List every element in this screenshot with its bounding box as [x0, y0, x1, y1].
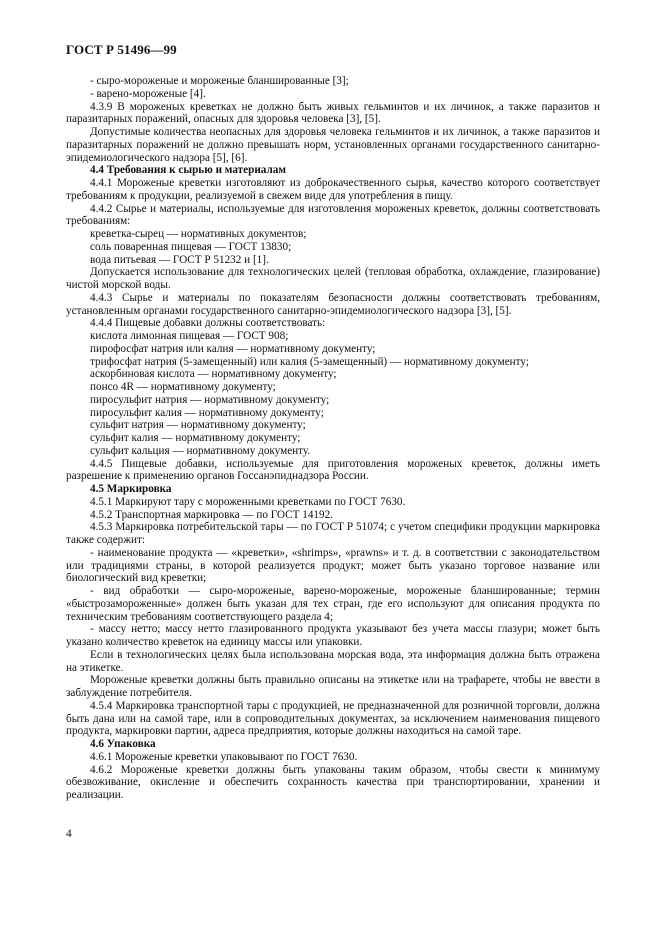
list-item-triphosphate: трифосфат натрия (5-замещенный) или калия (5-замещенный) — нормативному документу;: [90, 355, 529, 368]
list-item-citric-acid: кислота лимонная пищевая — ГОСТ 908;: [90, 330, 289, 342]
list-item-ascorbic-acid: аскорбиновая кислота — нормативному документу;: [90, 368, 337, 381]
clause-4-4-3: 4.4.3 Сырье и материалы по показателям безопасности должны соответствовать требованиям, установленным органами государственного санитарно-эпидемиологического надзора [3], [5].: [66, 291, 600, 317]
clause-4-6-1: 4.6.1 Мороженые креветки упаковывают по ГОСТ 7630.: [90, 750, 358, 763]
list-item-cooked-frozen: - варено-мороженые [4].: [90, 87, 206, 100]
list-item-sodium-sulfite: сульфит натрия — нормативному документу;: [90, 419, 306, 432]
paragraph-permissible-helminths: Допустимые количества неопасных для здоровья человека гельминтов и их личинок, а также паразитов и паразитарных поражений не должно превышать норм, установленных органами государственного санитарно-эпидемиологического надзора [5], [6].: [66, 126, 600, 164]
list-item-raw-shrimp: креветка-сырец — нормативных документов;: [90, 228, 307, 240]
clause-4-4-1: 4.4.1 Мороженые креветки изготовляют из доброкачественного сырья, качество которого соответствует требованиям к продукции, реализуемой в свежем виде для употребления в пищу.: [66, 177, 600, 202]
paragraph-sea-water-label: Если в технологических целях была использована морская вода, эта информация должна быть отражена на этикетке.: [66, 648, 600, 674]
page-header-standard-number: ГОСТ Р 51496—99: [66, 42, 177, 57]
clause-4-5-3: 4.5.3 Маркировка потребительской тары — по ГОСТ Р 51074; с учетом специфики продукции маркировка также содержит:: [66, 521, 600, 546]
clause-4-4-2: 4.4.2 Сырье и материалы, используемые для изготовления мороженых креветок, должны соответствовать требованиям:: [66, 202, 600, 228]
clause-4-5-2: 4.5.2 Транспортная маркировка — по ГОСТ 14192.: [90, 508, 334, 521]
paragraph-label-description: Мороженые креветки должны быть правильно описаны на этикетке или на трафарете, чтобы не ввести в заблуждение потребителя.: [66, 674, 600, 699]
list-item-product-name: - наименование продукта — «креветки», «shrimps», «prawns» и т. д. в соответствии с законодательством или традициями страны, в которой реализуется продукт; может быть указано торговое название или биологический вид креветки;: [66, 546, 600, 585]
list-item-raw-frozen: - сыро-мороженые и мороженые бланшированные [3];: [90, 75, 349, 87]
list-item-processing-type: - вид обработки — сыро-мороженые, варено-мороженые, мороженые бланшированные; термин «быстрозамороженные» должен быть указан для тех стран, где его используют для описания продукта по техническим требованиям соответствующего раздела 4;: [66, 585, 600, 623]
list-item-ponceau: понсо 4R — нормативному документу;: [90, 381, 276, 393]
paragraph-sea-water: Допускается использование для технологических целей (тепловая обработка, охлаждение, глазирование) чистой морской воды.: [66, 266, 600, 291]
section-heading-4-4: 4.4 Требования к сырью и материалам: [90, 164, 286, 177]
list-item-salt: соль поваренная пищевая — ГОСТ 13830;: [90, 240, 292, 253]
clause-4-6-2: 4.6.2 Мороженые креветки должны быть упакованы таким образом, чтобы свести к минимуму обезвоживание, окисление и обеспечить сохранность качества при транспортировании, хранении и реализации.: [66, 763, 600, 801]
list-item-pyrophosphate: пирофосфат натрия или калия — нормативному документу;: [90, 342, 376, 355]
list-item-potassium-pyrosulfite: пиросульфит калия — нормативному документу;: [90, 406, 324, 419]
list-item-net-mass: - массу нетто; массу нетто глазированного продукта указывают без учета массы глазури; может быть указано количество креветок на единицу массы или упаковки.: [66, 623, 600, 648]
document-body: [66, 75, 600, 802]
list-item-calcium-sulfite: сульфит кальция — нормативному документу.: [90, 444, 311, 457]
clause-4-5-1: 4.5.1 Маркируют тару с мороженными креветками по ГОСТ 7630.: [90, 495, 406, 508]
list-item-potassium-sulfite: сульфит калия — нормативному документу;: [90, 432, 301, 444]
clause-4-4-4: 4.4.4 Пищевые добавки должны соответствовать:: [90, 317, 326, 330]
section-heading-4-5: 4.5 Маркировка: [90, 483, 172, 495]
clause-4-4-5: 4.4.5 Пищевые добавки, используемые для приготовления мороженых креветок, должны иметь разрешение к применению органов Госсанэпиднадзора России.: [66, 457, 600, 483]
page-number: 4: [66, 828, 72, 840]
clause-4-3-9: 4.3.9 В мороженых креветках не должно быть живых гельминтов и их личинок, а также паразитов и паразитарных поражений, опасных для здоровья человека [3], [5].: [66, 100, 600, 126]
section-heading-4-6: 4.6 Упаковка: [90, 738, 156, 750]
clause-4-5-4: 4.5.4 Маркировка транспортной тары с продукцией, не предназначенной для розничной торговли, должна быть дана или на самой таре, или в сопроводительных документах, за исключением наименования пищевого продукта, маркировки партии, адреса предприятия, которые должны находиться на самой таре.: [66, 699, 600, 738]
list-item-water: вода питьевая — ГОСТ Р 51232 и [1].: [90, 253, 269, 266]
list-item-sodium-pyrosulfite: пиросульфит натрия — нормативному документу;: [90, 393, 330, 406]
